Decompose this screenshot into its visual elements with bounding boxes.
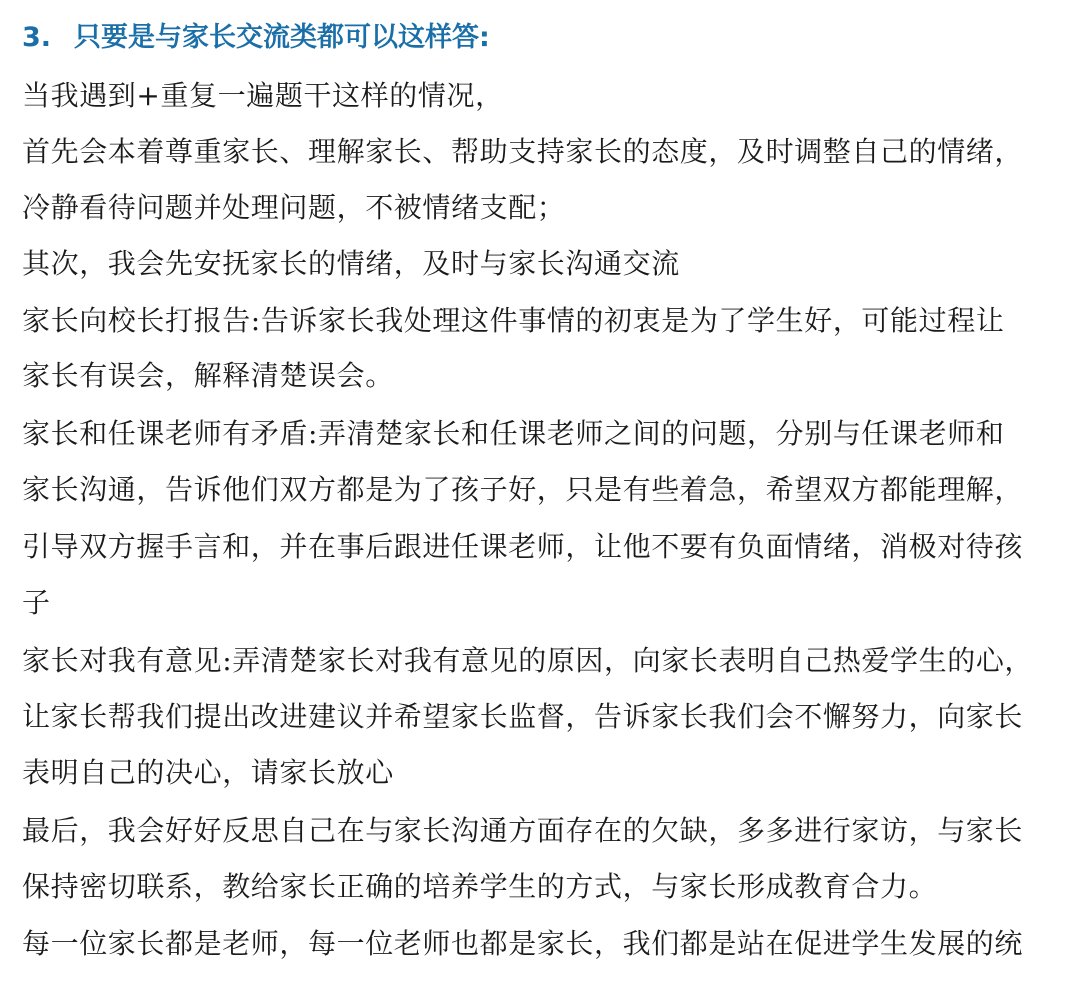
section-title: 只要是与家长交流类都可以这样答:	[74, 22, 490, 53]
text-line: 家长有误会，解释清楚误会。	[22, 359, 394, 392]
text-line: 当我遇到+重复一遍题干这样的情况，	[22, 79, 504, 112]
text-line: 表明自己的决心，请家长放心	[22, 756, 394, 789]
text-line: 冷静看待问题并处理问题，不被情绪支配；	[22, 191, 566, 224]
text-line: 家长向校长打报告:告诉家长我处理这件事情的初衷是为了学生好，可能过程让	[22, 304, 1005, 337]
text-line: 最后，我会好好反思自己在与家长沟通方面存在的欠缺，多多进行家访，与家长	[22, 814, 1024, 847]
text-line: 其次，我会先安抚家长的情绪，及时与家长沟通交流	[22, 247, 680, 280]
text-line: 每一位家长都是老师，每一位老师也都是家长，我们都是站在促进学生发展的统	[22, 927, 1024, 960]
text-line: 家长和任课老师有矛盾:弄清楚家长和任课老师之间的问题，分别与任课老师和	[22, 417, 1005, 450]
text-line: 保持密切联系，教给家长正确的培养学生的方式，与家长形成教育合力。	[22, 870, 938, 903]
text-line: 家长沟通，告诉他们双方都是为了孩子好，只是有些着急，希望双方都能理解，	[22, 473, 1024, 506]
text-line: 子	[22, 586, 51, 619]
text-line: 引导双方握手言和，并在事后跟进任课老师，让他不要有负面情绪，消极对待孩	[22, 530, 1024, 563]
section-heading	[22, 18, 490, 58]
section-number: 3.	[22, 22, 52, 53]
text-line: 让家长帮我们提出改进建议并希望家长监督，告诉家长我们会不懈努力，向家长	[22, 700, 1024, 733]
text-line: 首先会本着尊重家长、理解家长、帮助支持家长的态度，及时调整自己的情绪，	[22, 135, 1024, 168]
text-line: 家长对我有意见:弄清楚家长对我有意见的原因，向家长表明自己热爱学生的心，	[22, 644, 1034, 677]
